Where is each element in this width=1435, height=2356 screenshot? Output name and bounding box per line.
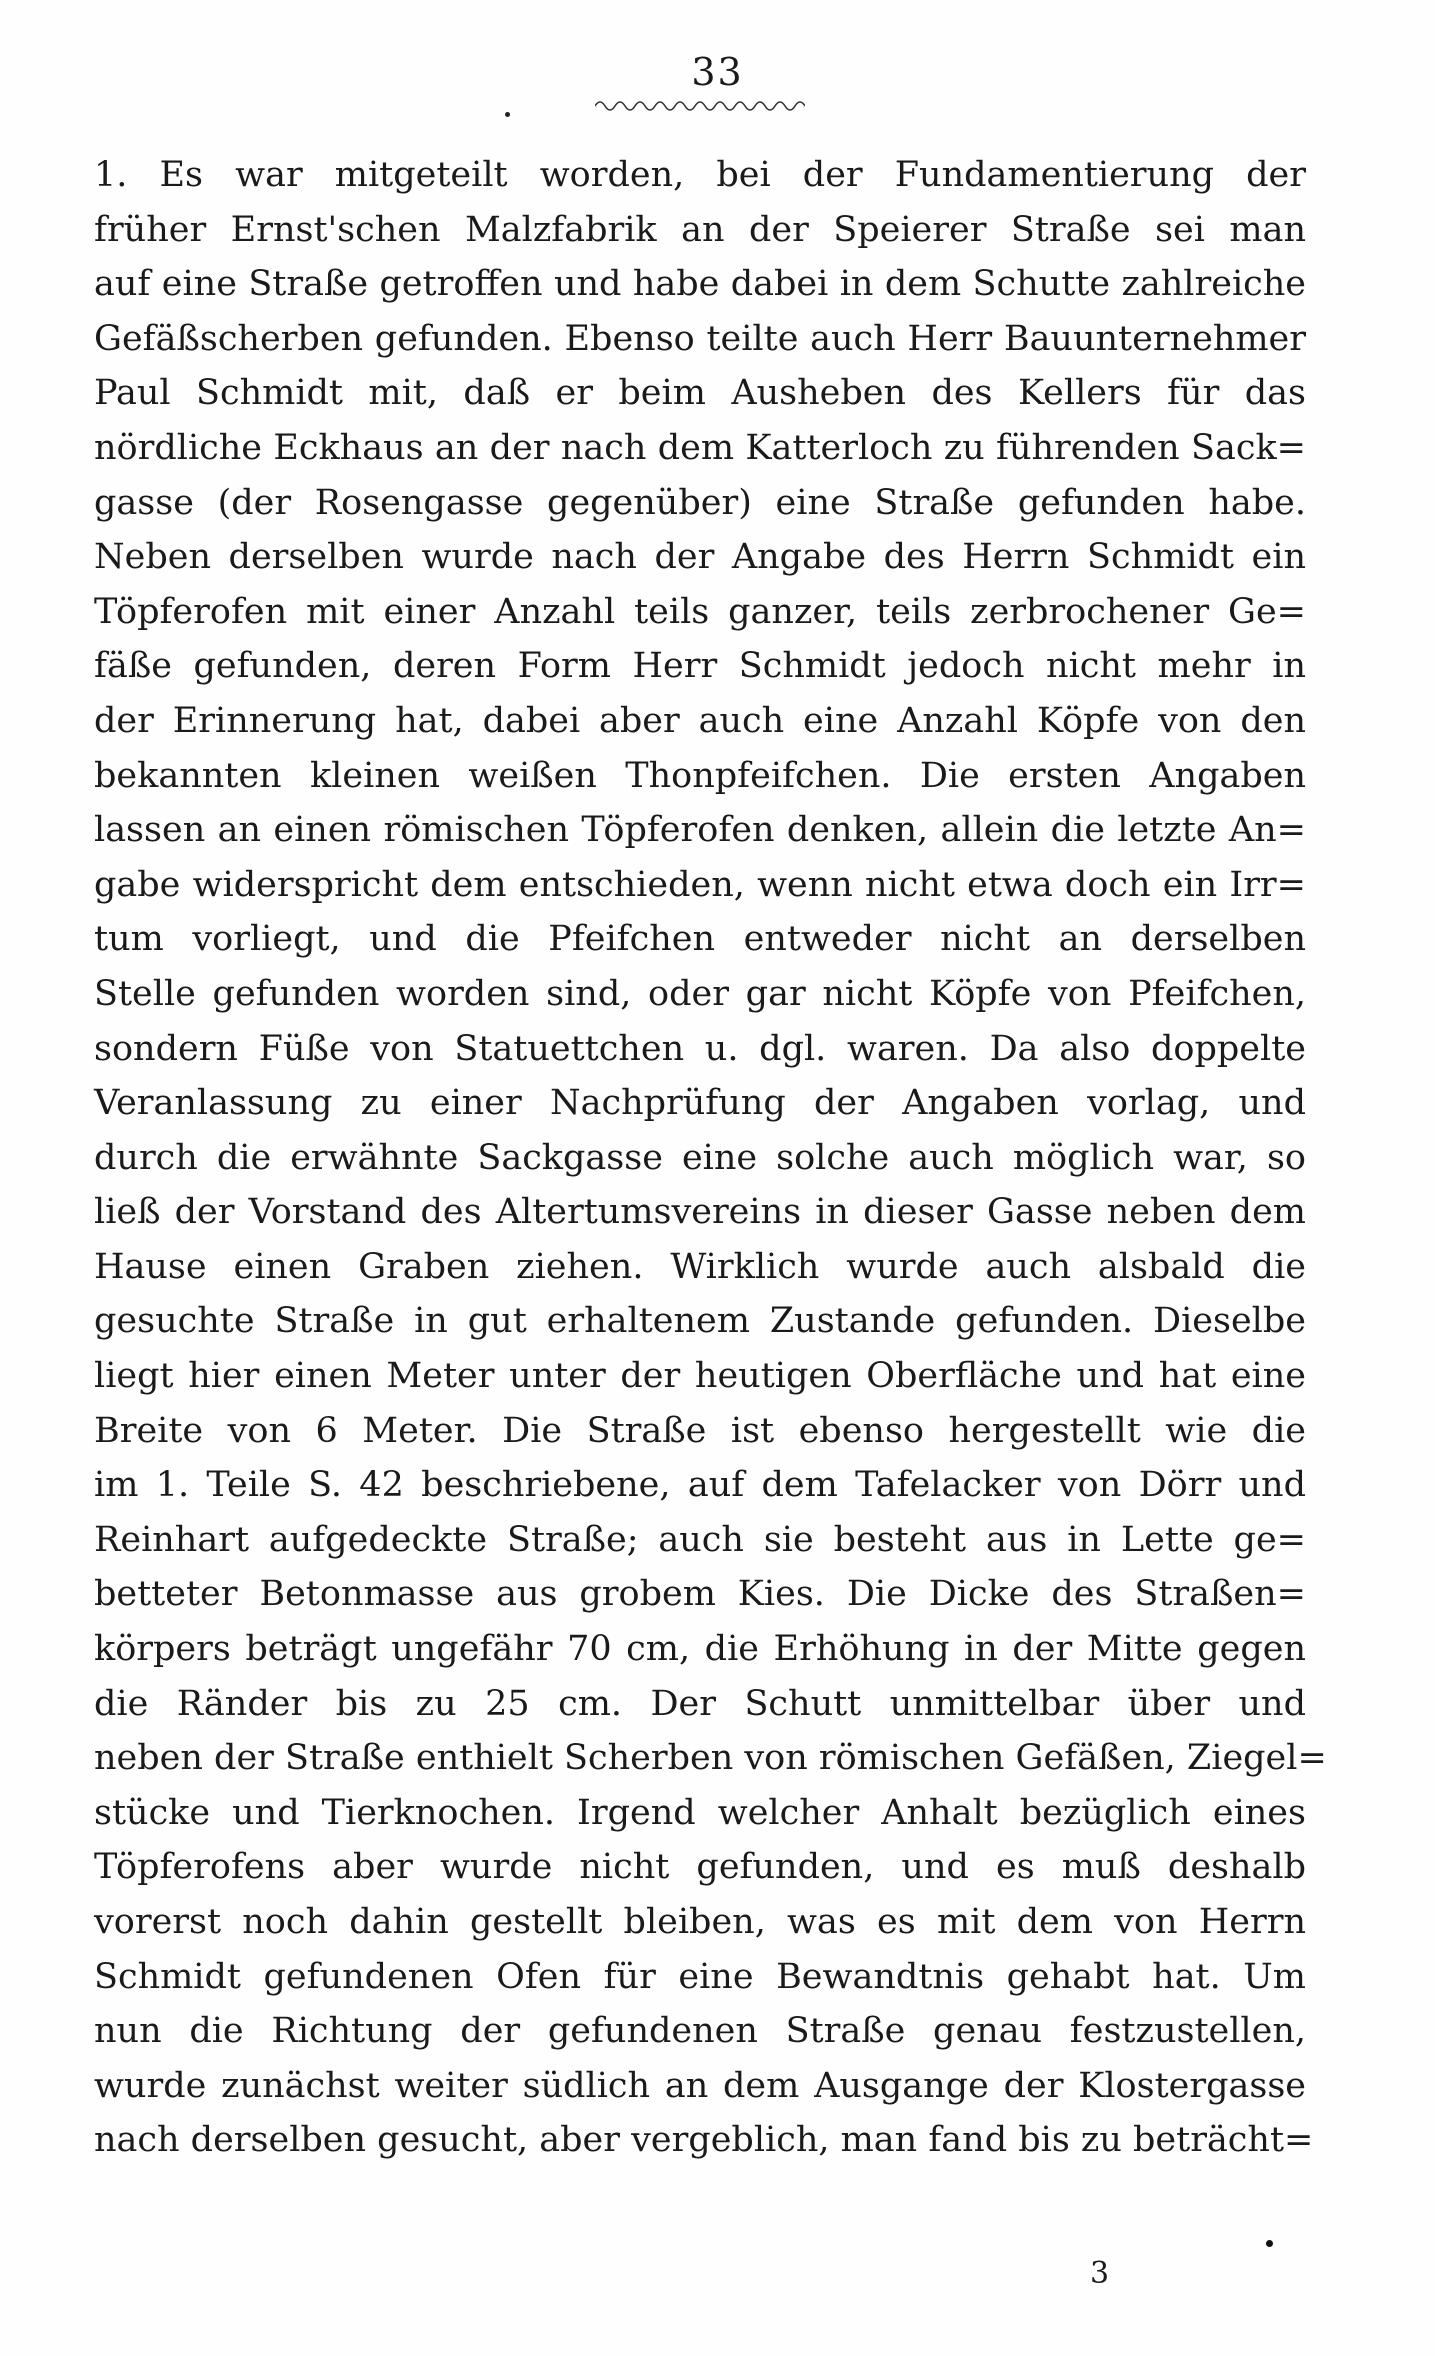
- text-line: wurde zunächst weiter südlich an dem Ausgange der Klostergasse: [94, 2065, 1306, 2106]
- stray-dot: [505, 112, 510, 117]
- text-line: vorerst noch dahin gestellt bleiben, was es mit dem von Herrn: [94, 1902, 1306, 1942]
- text-line: Gefäßscherben gefunden. Ebenso teilte auch Herr Bauunternehmer: [94, 318, 1306, 359]
- text-line: im 1. Teile S. 42 beschriebene, auf dem Tafelacker von Dörr und: [94, 1465, 1306, 1506]
- text-line: durch die erwähnte Sackgasse eine solche auch möglich war, so: [94, 1137, 1306, 1178]
- text-line: ließ der Vorstand des Altertumsvereins in dieser Gasse neben dem: [94, 1192, 1306, 1233]
- text-line: Töpferofen mit einer Anzahl teils ganzer, teils zerbrochener Ge=: [94, 591, 1306, 632]
- text-line: Breite von 6 Meter. Die Straße ist ebenso hergestellt wie die: [94, 1410, 1306, 1451]
- text-line: körpers beträgt ungefähr 70 cm, die Erhöhung in der Mitte gegen: [94, 1629, 1306, 1670]
- text-line: sondern Füße von Statuettchen u. dgl. waren. Da also doppelte: [94, 1028, 1306, 1069]
- text-line: liegt hier einen Meter unter der heutigen Oberfläche und hat eine: [94, 1356, 1306, 1397]
- wavy-rule-ornament: [595, 96, 805, 112]
- text-line: bekannten kleinen weißen Thonpfeifchen. Die ersten Angaben: [94, 755, 1306, 796]
- page-number: 33: [691, 50, 744, 94]
- text-line: auf eine Straße getroffen und habe dabei in dem Schutte zahlreiche: [94, 264, 1306, 305]
- text-line: betteter Betonmasse aus grobem Kies. Die Dicke des Straßen=: [94, 1574, 1306, 1615]
- text-line: fäße gefunden, deren Form Herr Schmidt jedoch nicht mehr in: [94, 646, 1306, 687]
- text-line: tum vorliegt, und die Pfeifchen entweder nicht an derselben: [94, 919, 1306, 960]
- text-line: nach derselben gesucht, aber vergeblich, man fand bis zu beträcht=: [94, 2120, 1314, 2161]
- text-line: Töpferofens aber wurde nicht gefunden, und es muß deshalb: [94, 1847, 1306, 1888]
- text-line: Paul Schmidt mit, daß er beim Ausheben des Kellers für das: [94, 373, 1306, 414]
- text-line: 1. Es war mitgeteilt worden, bei der Fundamentierung der: [94, 155, 1306, 195]
- signature-dot: [1266, 2240, 1273, 2247]
- text-line: der Erinnerung hat, dabei aber auch eine Anzahl Köpfe von den: [94, 700, 1306, 741]
- text-line: gesuchte Straße in gut erhaltenem Zustande gefunden. Dieselbe: [94, 1301, 1306, 1342]
- text-line: nun die Richtung der gefundenen Straße genau festzustellen,: [94, 2011, 1306, 2052]
- text-line: Neben derselben wurde nach der Angabe des Herrn Schmidt ein: [94, 537, 1306, 578]
- text-line: Reinhart aufgedeckte Straße; auch sie besteht aus in Lette ge=: [94, 1519, 1306, 1560]
- text-line: Stelle gefunden worden sind, oder gar nicht Köpfe von Pfeifchen,: [94, 973, 1306, 1014]
- sheet-signature: 3: [1090, 2256, 1110, 2291]
- body-text: [94, 148, 1327, 2168]
- text-line: gabe widerspricht dem entschieden, wenn nicht etwa doch ein Irr=: [94, 864, 1306, 905]
- text-line: die Ränder bis zu 25 cm. Der Schutt unmittelbar über und: [94, 1683, 1306, 1724]
- text-line: Veranlassung zu einer Nachprüfung der Angaben vorlag, und: [94, 1083, 1306, 1124]
- text-line: Schmidt gefundenen Ofen für eine Bewandtnis gehabt hat. Um: [94, 1956, 1306, 1997]
- text-line: gasse (der Rosengasse gegenüber) eine Straße gefunden habe.: [94, 482, 1306, 523]
- text-line: lassen an einen römischen Töpferofen denken, allein die letzte An=: [94, 810, 1306, 851]
- text-line: neben der Straße enthielt Scherben von römischen Gefäßen, Ziegel=: [94, 1738, 1327, 1779]
- text-line: nördliche Eckhaus an der nach dem Katterloch zu führenden Sack=: [94, 427, 1306, 468]
- text-line: Hause einen Graben ziehen. Wirklich wurde auch alsbald die: [94, 1246, 1306, 1287]
- text-line: früher Ernst'schen Malzfabrik an der Speierer Straße sei man: [94, 209, 1306, 250]
- text-line: stücke und Tierknochen. Irgend welcher Anhalt bezüglich eines: [94, 1792, 1306, 1833]
